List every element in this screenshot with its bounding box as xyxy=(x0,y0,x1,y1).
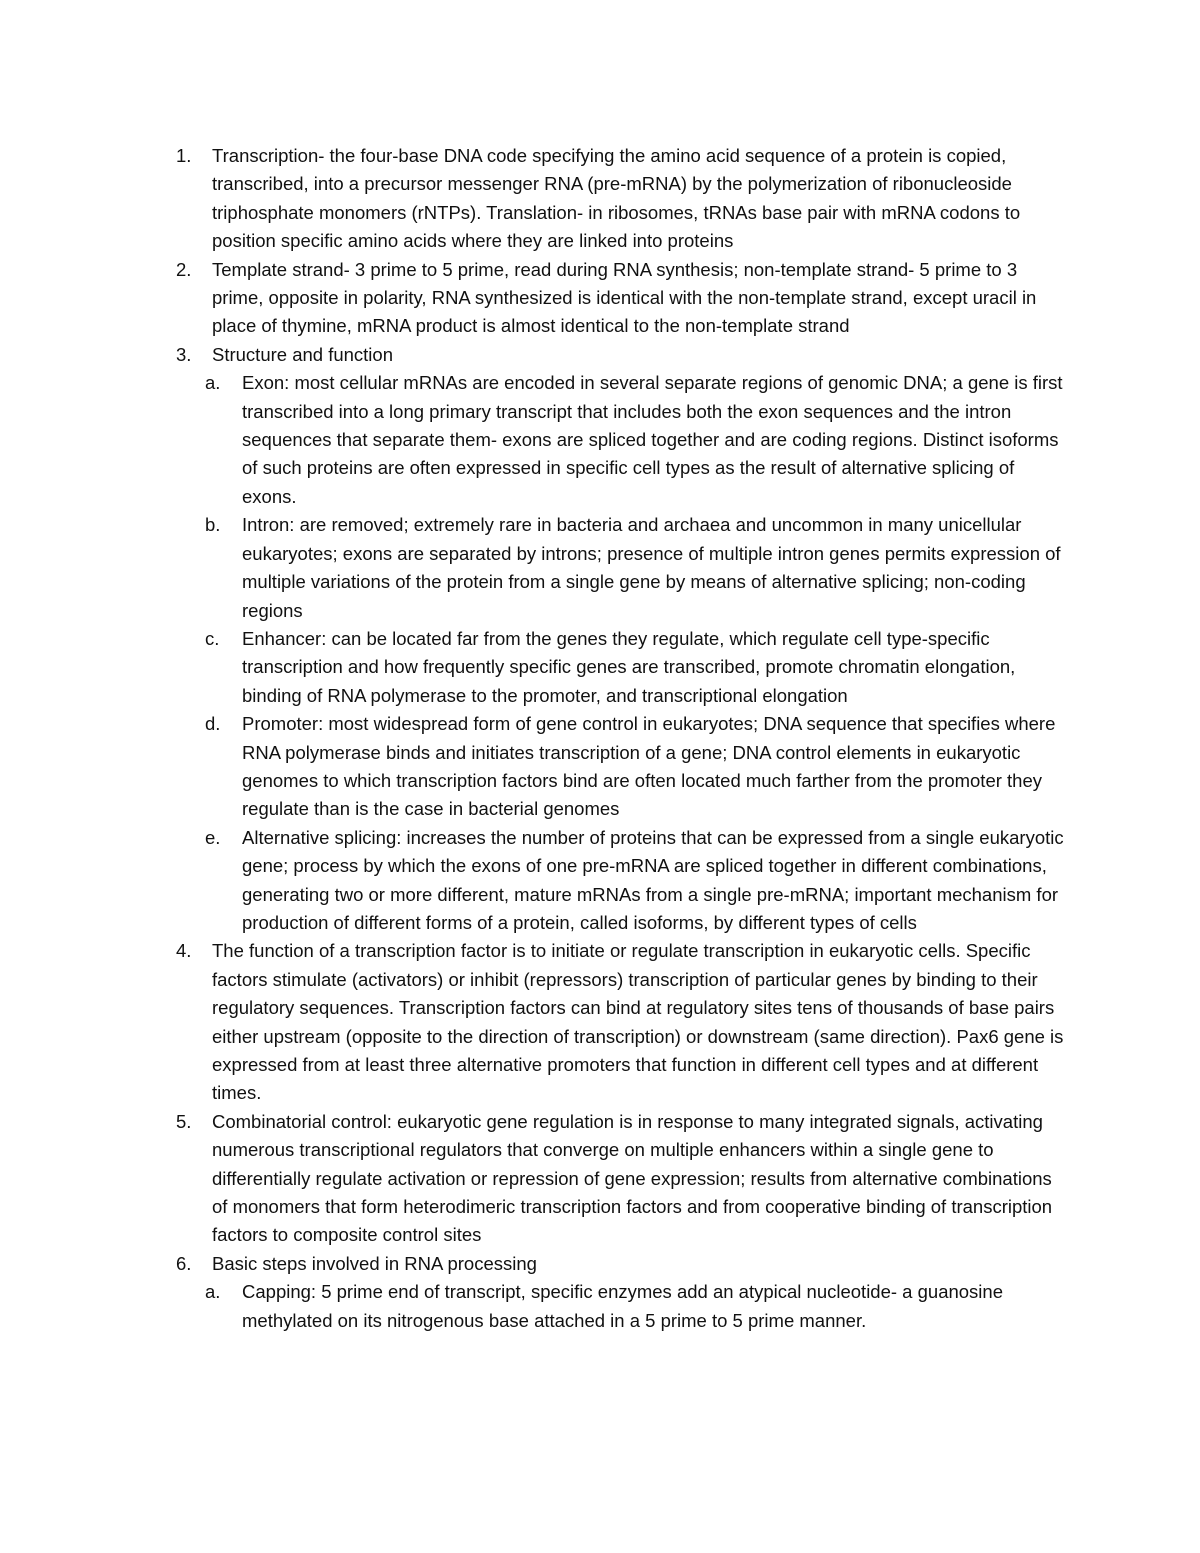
item-number: 5. xyxy=(176,1110,192,1132)
list-item-3 xyxy=(170,341,1070,369)
item-text: Basic steps involved in RNA processing xyxy=(212,1252,537,1274)
subitem-letter: c. xyxy=(205,627,220,649)
sublist-item-3a xyxy=(170,369,1070,511)
numbered-list xyxy=(170,142,1070,1335)
sublist-item-3d xyxy=(170,710,1070,824)
list-item-5 xyxy=(170,1108,1070,1250)
list-item-6 xyxy=(170,1250,1070,1278)
subitem-text: Promoter: most widespread form of gene control in eukaryotes; DNA sequence that specifies where RNA polymerase binds and initiates transcription of a gene; DNA control elements in eukaryotic genomes to which transcription factors bind are often located much farther from the promoter they regulate than is the case in bacterial genomes xyxy=(242,713,1056,820)
subitem-text: Exon: most cellular mRNAs are encoded in several separate regions of genomic DNA; a gene is first transcribed into a long primary transcript that includes both the exon sequences and the intron sequences that separate them- exons are spliced together and are coding regions. Distinct isoforms of such proteins are often expressed in specific cell types as the result of alternative splicing of exons. xyxy=(242,372,1063,507)
item-text: Template strand- 3 prime to 5 prime, read during RNA synthesis; non-template strand- 5 prime to 3 prime, opposite in polarity, RNA synthesized is identical with the non-template strand, except uracil in place of thymine, mRNA product is almost identical to the non-template strand xyxy=(212,258,1037,337)
list-item-2 xyxy=(170,256,1070,341)
subitem-letter: e. xyxy=(205,826,221,848)
item-text: Transcription- the four-base DNA code specifying the amino acid sequence of a protein is copied, transcribed, into a precursor messenger RNA (pre-mRNA) by the polymerization of ribonucleoside triphosphate monomers (rNTPs). Translation- in ribosomes, tRNAs base pair with mRNA codons to position specific amino acids where they are linked into proteins xyxy=(212,145,1021,252)
sublist-item-6a xyxy=(170,1278,1070,1335)
item-number: 2. xyxy=(176,258,192,280)
item-text: Structure and function xyxy=(212,343,393,365)
subitem-letter: d. xyxy=(205,713,221,735)
subitem-text: Intron: are removed; extremely rare in bacteria and archaea and uncommon in many unicellular eukaryotes; exons are separated by introns; presence of multiple intron genes permits expression of multiple variations of the protein from a single gene by means of alternative splicing; non-coding regions xyxy=(242,514,1061,621)
sublist-item-3b xyxy=(170,511,1070,625)
item-number: 6. xyxy=(176,1252,192,1274)
subitem-text: Alternative splicing: increases the number of proteins that can be expressed from a single eukaryotic gene; process by which the exons of one pre-mRNA are spliced together in different combinations, generating two or more different, mature mRNAs from a single pre-mRNA; important mechanism for production of different forms of a protein, called isoforms, by different types of cells xyxy=(242,826,1064,933)
list-item-1 xyxy=(170,142,1070,256)
item-number: 1. xyxy=(176,145,192,166)
item-text: Combinatorial control: eukaryotic gene regulation is in response to many integrated signals, activating numerous transcriptional regulators that converge on multiple enhancers within a single gene to differentially regulate activation or repression of gene expression; results from alternative combinations of monomers that form heterodimeric transcription factors and from cooperative binding of transcription factors to composite control sites xyxy=(212,1110,1053,1246)
subitem-letter: b. xyxy=(205,514,221,536)
item-number: 3. xyxy=(176,343,192,365)
sublist-item-3e xyxy=(170,824,1070,938)
subitem-text: Enhancer: can be located far from the genes they regulate, which regulate cell type-specific transcription and how frequently specific genes are transcribed, promote chromatin elongation, binding of RNA polymerase to the promoter, and transcriptional elongation xyxy=(242,627,1016,706)
subitem-text: Capping: 5 prime end of transcript, specific enzymes add an atypical nucleotide- a guanosine methylated on its nitrogenous base attached in a 5 prime to 5 prime manner. xyxy=(242,1281,1003,1331)
item-text: The function of a transcription factor is to initiate or regulate transcription in eukaryotic cells. Specific factors stimulate (activators) or inhibit (repressors) transcription of particular genes by binding to their regulatory sequences. Transcription factors can bind at regulatory sites tens of thousands of base pairs either upstream (opposite to the direction of transcription) or downstream (same direction). Pax6 gene is expressed from at least three alternative promoters that function in different cell types and at different times. xyxy=(212,940,1064,1104)
subitem-letter: a. xyxy=(205,372,221,394)
sublist-item-3c xyxy=(170,625,1070,710)
subitem-letter: a. xyxy=(205,1281,221,1303)
item-number: 4. xyxy=(176,940,192,962)
list-item-4 xyxy=(170,937,1070,1107)
